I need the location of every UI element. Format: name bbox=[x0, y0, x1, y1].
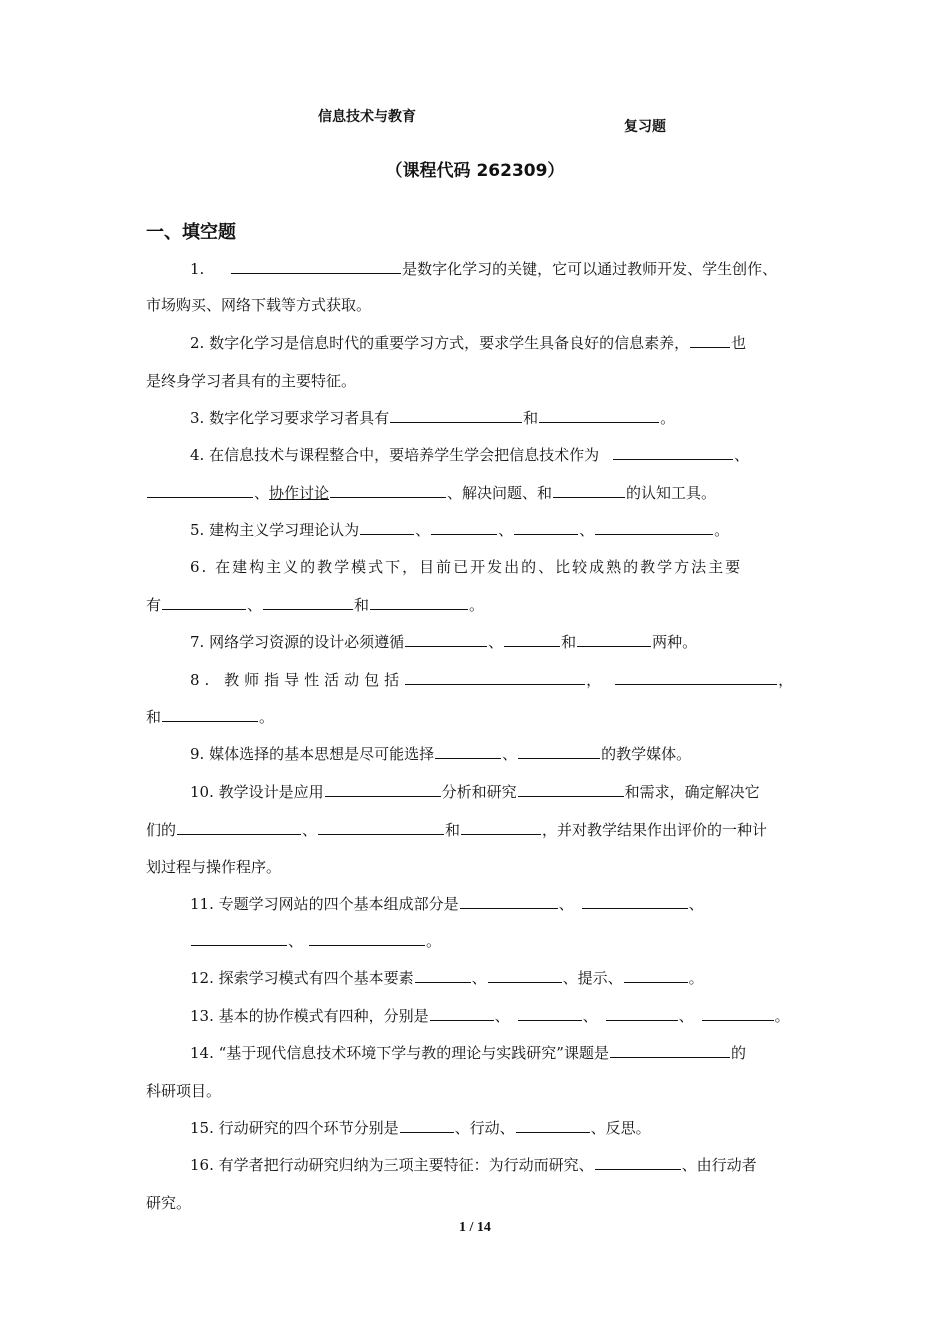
question-text: 的教学媒体。 bbox=[601, 745, 692, 763]
blank bbox=[516, 1117, 590, 1133]
course-code: （课程代码 262309） bbox=[385, 161, 565, 181]
question-text: 是数字化学习的关键，它可以通过教师开发、学生创作、 bbox=[402, 260, 778, 278]
question-10-line-2 bbox=[146, 819, 806, 841]
question-text: 、行动、 bbox=[454, 1119, 515, 1137]
question-text: 。 bbox=[259, 708, 275, 726]
question-text: 、 bbox=[488, 633, 504, 651]
question-text: 。 bbox=[774, 1007, 790, 1025]
question-text: 、由行动者 bbox=[681, 1156, 757, 1174]
question-text: 、 bbox=[558, 895, 574, 913]
question-10-line-3: 划过程与操作程序。 bbox=[146, 858, 282, 876]
blank bbox=[162, 594, 246, 610]
blank bbox=[514, 519, 578, 535]
question-4-line-2 bbox=[146, 482, 806, 504]
blank bbox=[610, 1042, 730, 1058]
blank bbox=[400, 1117, 454, 1133]
question-text: 、 bbox=[582, 1007, 598, 1025]
question-2-line-1 bbox=[146, 332, 850, 354]
question-2-line-2: 是终身学习者具有的主要特征。 bbox=[146, 372, 357, 390]
blank bbox=[147, 482, 253, 498]
question-text: 、 bbox=[498, 521, 514, 539]
blank bbox=[488, 967, 562, 983]
question-text: 和 bbox=[561, 633, 577, 651]
question-7 bbox=[146, 631, 850, 653]
question-10-line-1 bbox=[146, 781, 850, 803]
question-text: 、解决问题、和 bbox=[447, 484, 553, 502]
blank bbox=[325, 781, 441, 797]
question-text: 。 bbox=[469, 596, 485, 614]
blank bbox=[460, 893, 558, 909]
blank bbox=[582, 893, 688, 909]
question-16-line-2: 研究。 bbox=[146, 1194, 192, 1212]
question-text: 和 bbox=[146, 708, 162, 726]
blank bbox=[405, 631, 487, 647]
question-11-line-1 bbox=[146, 893, 850, 915]
question-text: 9. 媒体选择的基本思想是尽可能选择 bbox=[190, 745, 435, 763]
question-text: 11. 专题学习网站的四个基本组成部分是 bbox=[190, 895, 459, 913]
question-text: 5. 建构主义学习理论认为 bbox=[190, 521, 360, 539]
question-text: 、反思。 bbox=[590, 1119, 651, 1137]
question-text: 、 bbox=[415, 521, 431, 539]
question-text: 16. 有学者把行动研究归纳为三项主要特征：为行动而研究、 bbox=[190, 1156, 594, 1174]
blank bbox=[177, 819, 301, 835]
question-text: 。 bbox=[426, 932, 442, 950]
blank bbox=[191, 930, 287, 946]
question-text: 的 bbox=[730, 1044, 746, 1062]
question-text: 、 bbox=[254, 484, 270, 502]
question-text: ， bbox=[586, 671, 602, 689]
question-1-line-2: 市场购买、网络下载等方式获取。 bbox=[146, 296, 372, 314]
question-6-line-1: 6. 在建构主义的教学模式下，目前已开发出的、比较成熟的教学方法主要 bbox=[190, 558, 743, 576]
question-text: 13. 基本的协作模式有四种，分别是 bbox=[190, 1007, 429, 1025]
blank bbox=[390, 407, 522, 423]
blank bbox=[553, 482, 625, 498]
question-text: 、 bbox=[579, 521, 595, 539]
question-11-line-2 bbox=[146, 930, 850, 952]
question-text: 们的 bbox=[146, 821, 177, 839]
section-heading: 一、填空题 bbox=[146, 222, 236, 243]
question-text: ，并对教学结果作出评价的一种计 bbox=[542, 821, 768, 839]
blank bbox=[318, 819, 444, 835]
question-text: 两种。 bbox=[652, 633, 698, 651]
blank bbox=[231, 258, 401, 274]
blank bbox=[309, 930, 425, 946]
blank bbox=[504, 631, 560, 647]
blank bbox=[690, 332, 730, 348]
question-text: 、 bbox=[734, 446, 750, 464]
question-13 bbox=[146, 1005, 850, 1027]
question-text: 14. “基于现代信息技术环境下学与教的理论与实践研究”课题是 bbox=[190, 1044, 609, 1062]
question-15 bbox=[146, 1117, 850, 1139]
blank bbox=[435, 743, 501, 759]
question-text: 4. 在信息技术与课程整合中，要培养学生学会把信息技术作为 bbox=[190, 446, 600, 464]
question-text: 3. 数字化学习要求学习者具有 bbox=[190, 409, 390, 427]
question-text: 、 bbox=[688, 895, 704, 913]
blank bbox=[263, 594, 353, 610]
blank bbox=[405, 669, 585, 685]
blank bbox=[518, 781, 624, 797]
question-text: 有 bbox=[146, 596, 162, 614]
blank bbox=[518, 743, 600, 759]
question-text: 8. 教师指导性活动包括 bbox=[190, 671, 405, 689]
question-text: 、提示、 bbox=[562, 969, 623, 987]
blank bbox=[702, 1005, 774, 1021]
blank bbox=[431, 519, 497, 535]
question-6-line-2 bbox=[146, 594, 806, 616]
blank bbox=[595, 1154, 681, 1170]
question-8-line-2 bbox=[146, 706, 806, 728]
question-text: 和需求，确定解决它 bbox=[624, 783, 760, 801]
question-text: 。 bbox=[660, 409, 676, 427]
blank bbox=[518, 1005, 582, 1021]
question-text: 、 bbox=[302, 821, 318, 839]
underlined-answer: 协作讨论 bbox=[269, 484, 330, 502]
question-text: 的认知工具。 bbox=[626, 484, 717, 502]
question-9 bbox=[146, 743, 850, 765]
question-text: 10. 教学设计是应用 bbox=[190, 783, 324, 801]
question-text: 和 bbox=[523, 409, 539, 427]
question-text: ， bbox=[778, 671, 794, 689]
question-1-line-1 bbox=[146, 258, 850, 280]
question-5 bbox=[146, 519, 850, 541]
blank bbox=[370, 594, 468, 610]
question-text: 。 bbox=[688, 969, 704, 987]
question-text: 分析和研究 bbox=[441, 783, 517, 801]
question-8-line-1 bbox=[146, 669, 850, 691]
document-subtitle: 复习题 bbox=[624, 119, 666, 135]
document-title: 信息技术与教育 bbox=[318, 109, 416, 125]
blank bbox=[360, 519, 414, 535]
blank bbox=[613, 444, 733, 460]
question-text: 。 bbox=[714, 521, 730, 539]
blank bbox=[624, 967, 688, 983]
question-text: 、 bbox=[288, 932, 304, 950]
blank bbox=[430, 1005, 494, 1021]
question-text: 、 bbox=[471, 969, 487, 987]
question-text: 2. 数字化学习是信息时代的重要学习方式，要求学生具备良好的信息素养， bbox=[190, 334, 690, 352]
blank bbox=[577, 631, 651, 647]
question-12 bbox=[146, 967, 850, 989]
question-14-line-2: 科研项目。 bbox=[146, 1082, 222, 1100]
blank bbox=[162, 706, 258, 722]
question-text: 和 bbox=[354, 596, 370, 614]
blank bbox=[539, 407, 659, 423]
blank bbox=[606, 1005, 678, 1021]
blank bbox=[330, 482, 446, 498]
question-3 bbox=[146, 407, 850, 429]
question-16-line-1 bbox=[146, 1154, 850, 1176]
blank bbox=[595, 519, 713, 535]
question-text: 、 bbox=[502, 745, 518, 763]
question-text: 15. 行动研究的四个环节分别是 bbox=[190, 1119, 399, 1137]
question-14-line-1 bbox=[146, 1042, 850, 1064]
question-text: 、 bbox=[494, 1007, 510, 1025]
question-text: 7. 网络学习资源的设计必须遵循 bbox=[190, 633, 405, 651]
page-number: 1 / 14 bbox=[459, 1220, 491, 1235]
question-text: 、 bbox=[678, 1007, 694, 1025]
question-text: 和 bbox=[445, 821, 461, 839]
question-4-line-1 bbox=[146, 444, 850, 466]
question-text: 12. 探索学习模式有四个基本要素 bbox=[190, 969, 414, 987]
question-text: 、 bbox=[247, 596, 263, 614]
blank bbox=[415, 967, 471, 983]
blank bbox=[615, 669, 777, 685]
question-text: 也 bbox=[731, 334, 747, 352]
blank bbox=[461, 819, 541, 835]
question-number: 1. bbox=[190, 260, 205, 278]
